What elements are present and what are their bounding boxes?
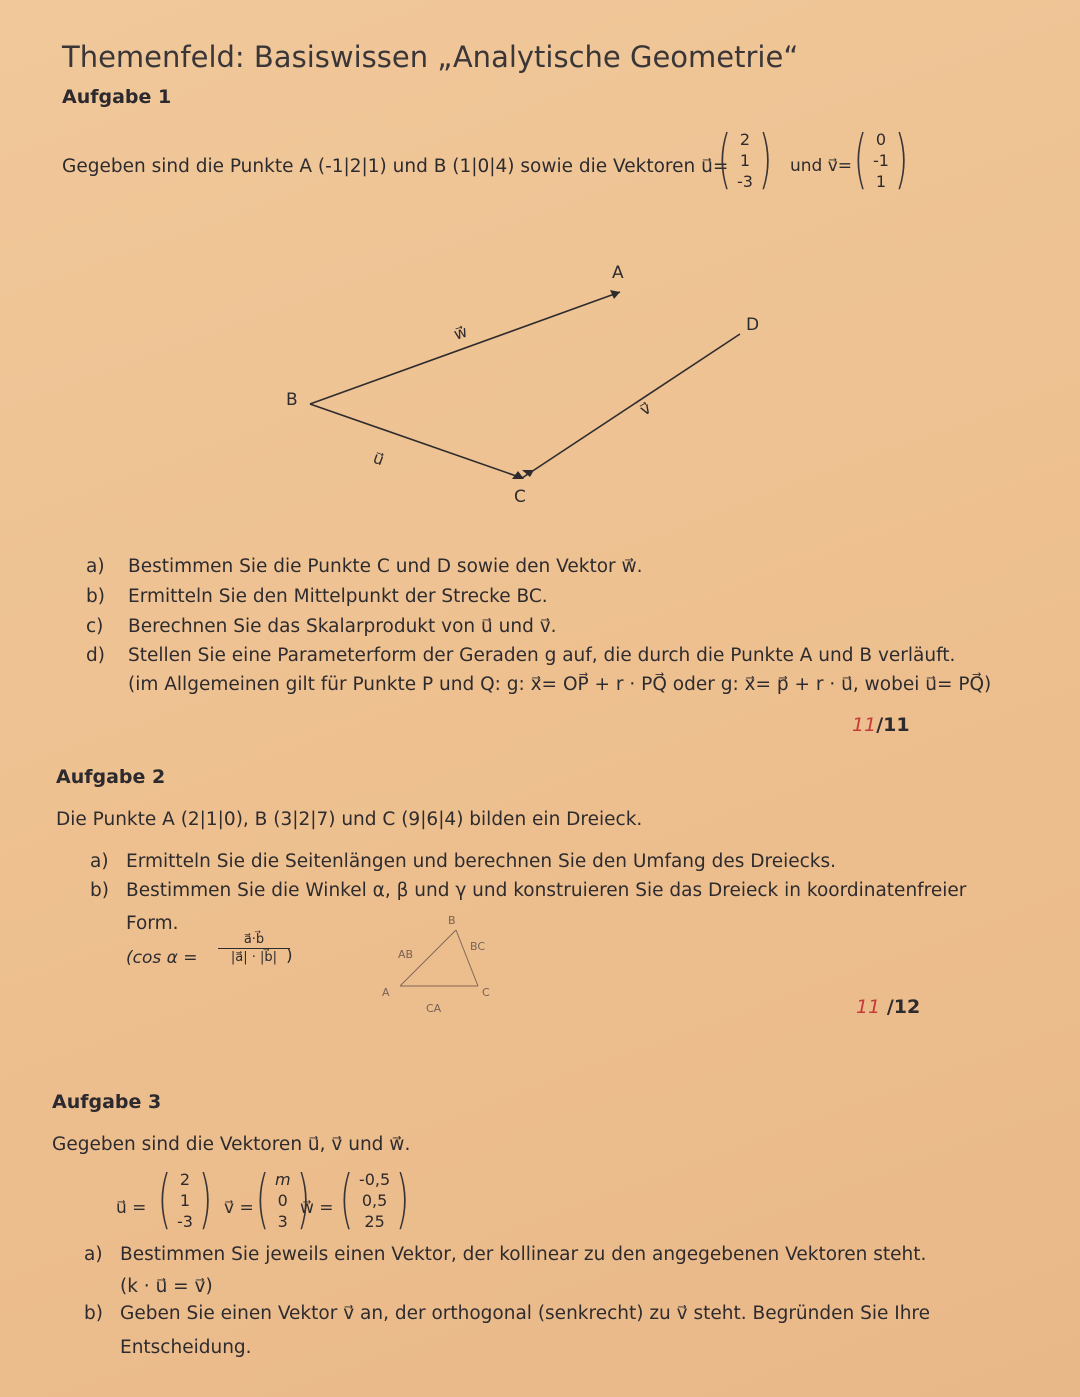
a2-cos-fraction (218, 932, 290, 965)
sketch-label-c: C (482, 986, 490, 999)
a2-cos-denominator: |a⃗| · |b⃗| (230, 950, 278, 965)
a3-task-a (84, 1244, 926, 1265)
line-c-d (522, 334, 740, 478)
a1-u-x: 2 (739, 129, 751, 149)
a2-task-b-text: Bestimmen Sie die Winkel α, β und γ und konstruieren Sie das Dreieck in koordinatenfreier (126, 880, 967, 901)
a2-task-b-cont: Form. (126, 913, 179, 934)
a1-hint: (im Allgemeinen gilt für Punkte P und Q: g: x⃗= OP⃗ + r · PQ⃗ oder g: x⃗= p⃗ + r · u⃗, wobei u⃗= PQ⃗) (128, 674, 992, 695)
sketch-label-ca: CA (426, 1002, 442, 1015)
a2-cos-right: ) (286, 946, 293, 966)
a3-u-z: -3 (176, 1211, 193, 1231)
a1-task-b (86, 586, 548, 607)
a2-task-a-text: Ermitteln Sie die Seitenlängen und berechnen Sie den Umfang des Dreiecks. (126, 851, 837, 872)
a1-task-c-mark: c) (86, 616, 104, 637)
point-label-b: B (286, 390, 298, 410)
sketch-side-bc (456, 930, 478, 986)
a1-u-z: -3 (736, 171, 753, 191)
a1-given-text: Gegeben sind die Punkte A (-1|2|1) und B (1|0|4) sowie die Vektoren u⃗= (62, 156, 729, 177)
a1-task-d-mark: d) (86, 645, 105, 666)
a3-task-b (84, 1303, 930, 1324)
sketch-label-b: B (448, 914, 456, 927)
point-label-d: D (746, 315, 760, 335)
a3-w-label: w⃗ = (300, 1198, 334, 1218)
aufgabe-1-heading: Aufgabe 1 (62, 86, 172, 108)
a3-task-a-mark: a) (84, 1244, 103, 1265)
aufgabe-3-heading: Aufgabe 3 (52, 1091, 162, 1113)
a2-cos-left: (cos α = (126, 948, 198, 968)
a1-u-y: 1 (739, 150, 751, 170)
point-label-c: C (514, 487, 526, 507)
a3-w-z: 25 (364, 1211, 385, 1231)
point-label-a: A (612, 263, 624, 283)
sketch-label-bc: BC (470, 940, 486, 953)
line-b-c (310, 404, 522, 478)
a3-v-x: m (274, 1169, 291, 1189)
a3-v-z: 3 (277, 1211, 288, 1231)
a2-task-a-mark: a) (90, 851, 109, 872)
a3-u-label: u⃗ = (116, 1198, 147, 1218)
a2-score (856, 996, 920, 1018)
a2-task-b (90, 880, 966, 901)
a1-task-a-mark: a) (86, 556, 105, 577)
a3-v-label: v⃗ = (224, 1198, 254, 1218)
line-b-a (310, 292, 620, 404)
a2-triangle-sketch (370, 908, 510, 1018)
a3-v-y: 0 (277, 1190, 288, 1210)
a1-task-d (86, 645, 955, 666)
a1-score (852, 714, 910, 736)
a1-vector-v: ( 0 -1 1 ) (853, 123, 909, 197)
a1-task-a (86, 556, 643, 577)
a1-score-total: /11 (876, 714, 910, 736)
a3-given-text: Gegeben sind die Vektoren u⃗, v⃗ und w⃗. (52, 1134, 411, 1155)
a3-task-b-mark: b) (84, 1303, 103, 1324)
a3-vector-w: ( -0,5 0,5 25 ) (339, 1163, 410, 1237)
a3-task-b-text: Geben Sie einen Vektor v⃗ an, der orthogonal (senkrecht) zu v⃗ steht. Begründen Sie Ihre (120, 1303, 931, 1324)
a1-v-x: 0 (875, 129, 887, 149)
a1-task-b-text: Ermitteln Sie den Mittelpunkt der Strecke BC. (128, 586, 548, 607)
a1-task-d-text: Stellen Sie eine Parameterform der Geraden g auf, die durch die Punkte A und B verläuft. (128, 645, 956, 666)
a2-task-b-mark: b) (90, 880, 109, 901)
a1-v-y: -1 (872, 150, 889, 170)
a2-task-a (90, 851, 836, 872)
a3-u-y: 1 (179, 1190, 191, 1210)
vector-label-u: u⃗ (370, 447, 387, 470)
a3-w-x: -0,5 (358, 1169, 391, 1189)
a2-given-text: Die Punkte A (2|1|0), B (3|2|7) und C (9|6|4) bilden ein Dreieck. (56, 809, 643, 830)
page-title: Themenfeld: Basiswissen „Analytische Geometrie“ (62, 40, 799, 74)
a1-und-text: und v⃗= (790, 156, 853, 176)
a1-v-z: 1 (875, 171, 887, 191)
a3-u-x: 2 (179, 1169, 191, 1189)
a2-cos-numerator: a⃗·b⃗ (218, 932, 290, 949)
a3-vector-v: ( m 0 3 ) (255, 1163, 310, 1237)
a3-vector-u: ( 2 1 -3 ) (157, 1163, 213, 1237)
a3-w-y: 0,5 (361, 1190, 388, 1210)
vector-label-w: w⃗ (451, 321, 470, 344)
a1-score-got: 11 (852, 714, 877, 736)
a1-task-c-text: Berechnen Sie das Skalarprodukt von u⃗ und v⃗. (128, 616, 557, 637)
a3-task-b-cont: Entscheidung. (120, 1337, 252, 1358)
vector-label-v: v⃗ (636, 398, 655, 420)
a1-task-b-mark: b) (86, 586, 105, 607)
sketch-label-a: A (382, 986, 390, 999)
a2-score-got: 11 (856, 996, 881, 1018)
a3-task-a-text: Bestimmen Sie jeweils einen Vektor, der kollinear zu den angegebenen Vektoren steht. (120, 1244, 927, 1265)
aufgabe-2-heading: Aufgabe 2 (56, 766, 166, 788)
a1-task-a-text: Bestimmen Sie die Punkte C und D sowie den Vektor w⃗. (128, 556, 643, 577)
sketch-label-ab: AB (398, 948, 414, 961)
a1-task-c (86, 616, 557, 637)
a3-task-a-hint: (k · u⃗ = v⃗) (120, 1276, 213, 1297)
a1-vector-u: ( 2 1 -3 ) (717, 123, 773, 197)
a2-score-total: /12 (886, 996, 921, 1018)
